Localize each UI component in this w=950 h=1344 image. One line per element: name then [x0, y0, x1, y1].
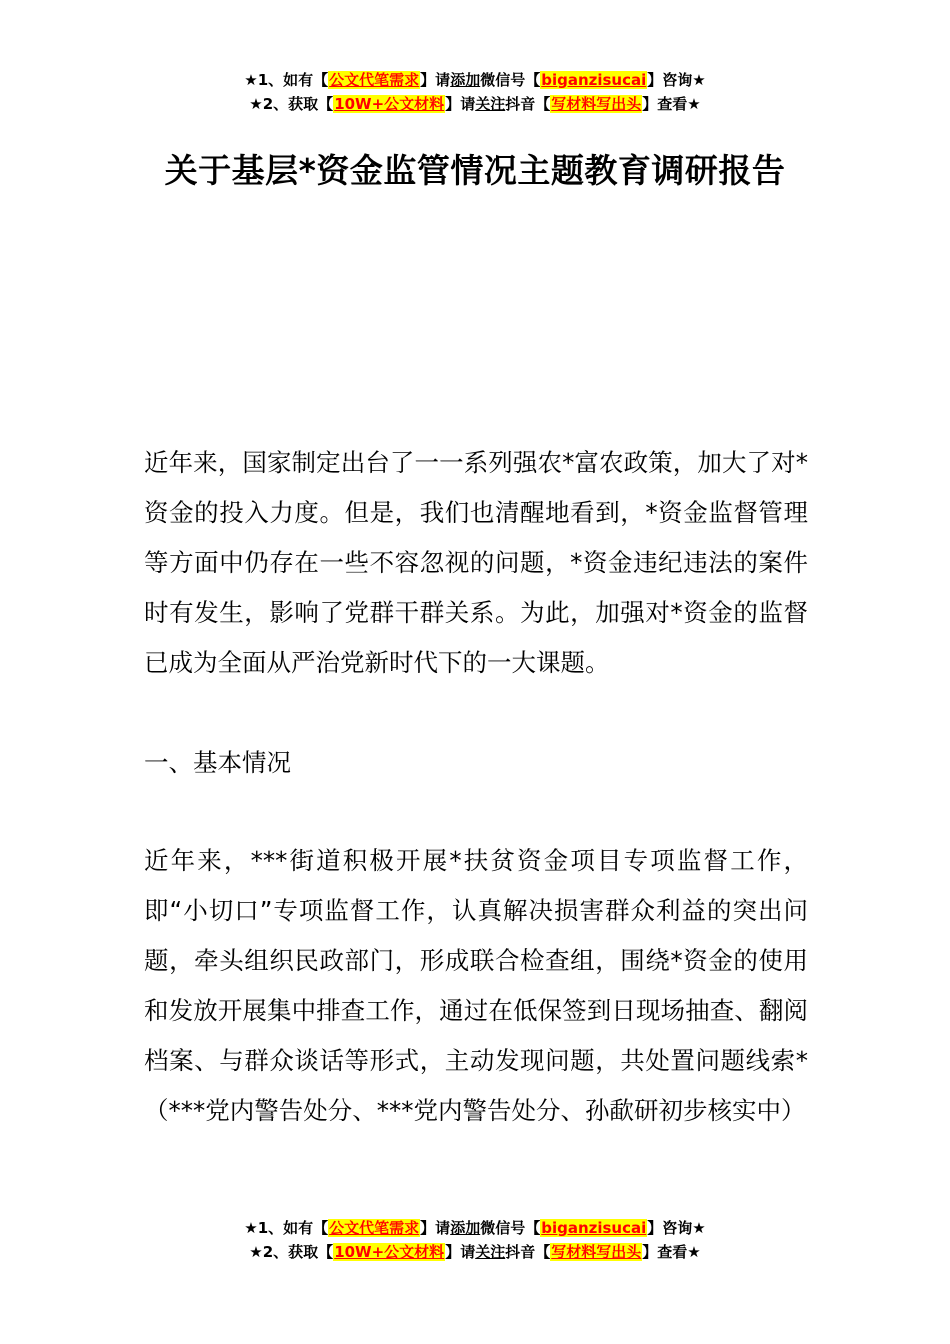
- footer-line-1-highlight-wechat: biganzisucai: [541, 1219, 647, 1237]
- banner-line-1-mid: 】请: [420, 71, 451, 89]
- banner-line-1-highlight-wechat: biganzisucai: [541, 71, 647, 89]
- banner-line-1-suffix: 】咨询★: [647, 71, 706, 89]
- footer-banner-line-1: [0, 1216, 950, 1240]
- paragraph-basic-situation: 近年来，***街道积极开展*扶贫资金项目专项监督工作，即“小切口”专项监督工作，认真解决损害群众利益的突出问题，牵头组织民政部门，形成联合检查组，围绕*资金的使用和发放开展集中排查工作，通过在低保签到日现场抽查、翻阅档案、与群众谈话等形式，主动发现问题，共处置问题线索*（***党内警告处分、***党内警告处分、孙歃研初步核实中）: [144, 846, 808, 1125]
- footer-line-1-underline: 添加: [450, 1219, 481, 1237]
- footer-banner-line-2: [0, 1240, 950, 1264]
- banner-line-2: [0, 92, 950, 116]
- banner-line-2-prefix: ★2、获取【: [249, 95, 334, 113]
- footer-line-2-prefix: ★2、获取【: [249, 1243, 334, 1261]
- footer-line-2-highlight-materials: 10W+公文材料: [334, 1243, 445, 1261]
- banner-line-2-suffix: 】查看★: [642, 95, 701, 113]
- banner-line-2-highlight-materials: 10W+公文材料: [334, 95, 445, 113]
- footer-line-1-mid2: 微信号【: [480, 1219, 541, 1237]
- banner-line-2-highlight-douyin: 写材料写出头: [551, 95, 642, 113]
- banner-line-2-mid: 】请: [445, 95, 476, 113]
- banner-line-1: [0, 68, 950, 92]
- banner-line-1-mid2: 微信号【: [480, 71, 541, 89]
- banner-line-1-underline: 添加: [450, 71, 481, 89]
- section-heading-basic-situation: 一、基本情况: [144, 748, 291, 777]
- header-banner: [0, 68, 950, 116]
- footer-line-2-mid: 】请: [445, 1243, 476, 1261]
- footer-line-1-suffix: 】咨询★: [647, 1219, 706, 1237]
- footer-line-2-highlight-douyin: 写材料写出头: [551, 1243, 642, 1261]
- footer-line-2-underline: 关注: [475, 1243, 506, 1261]
- footer-banner: [0, 1216, 950, 1264]
- banner-line-2-underline: 关注: [475, 95, 506, 113]
- banner-line-2-mid2: 抖音【: [505, 95, 551, 113]
- footer-line-2-mid2: 抖音【: [505, 1243, 551, 1261]
- banner-line-1-prefix: ★1、如有【: [244, 71, 329, 89]
- banner-line-1-highlight-service: 公文代笔需求: [329, 71, 420, 89]
- paragraph-intro: 近年来，国家制定出台了一一系列强农*富农政策，加大了对*资金的投入力度。但是，我们也清醒地看到，*资金监督管理等方面中仍存在一些不容忽视的问题，*资金违纪违法的案件时有发生，影响了党群干群关系。为此，加强对*资金的监督已成为全面从严治党新时代下的一大课题。: [144, 448, 808, 677]
- footer-line-1-mid: 】请: [420, 1219, 451, 1237]
- document-title: 关于基层*资金监管情况主题教育调研报告: [164, 151, 786, 190]
- footer-line-2-suffix: 】查看★: [642, 1243, 701, 1261]
- footer-line-1-highlight-service: 公文代笔需求: [329, 1219, 420, 1237]
- footer-line-1-prefix: ★1、如有【: [244, 1219, 329, 1237]
